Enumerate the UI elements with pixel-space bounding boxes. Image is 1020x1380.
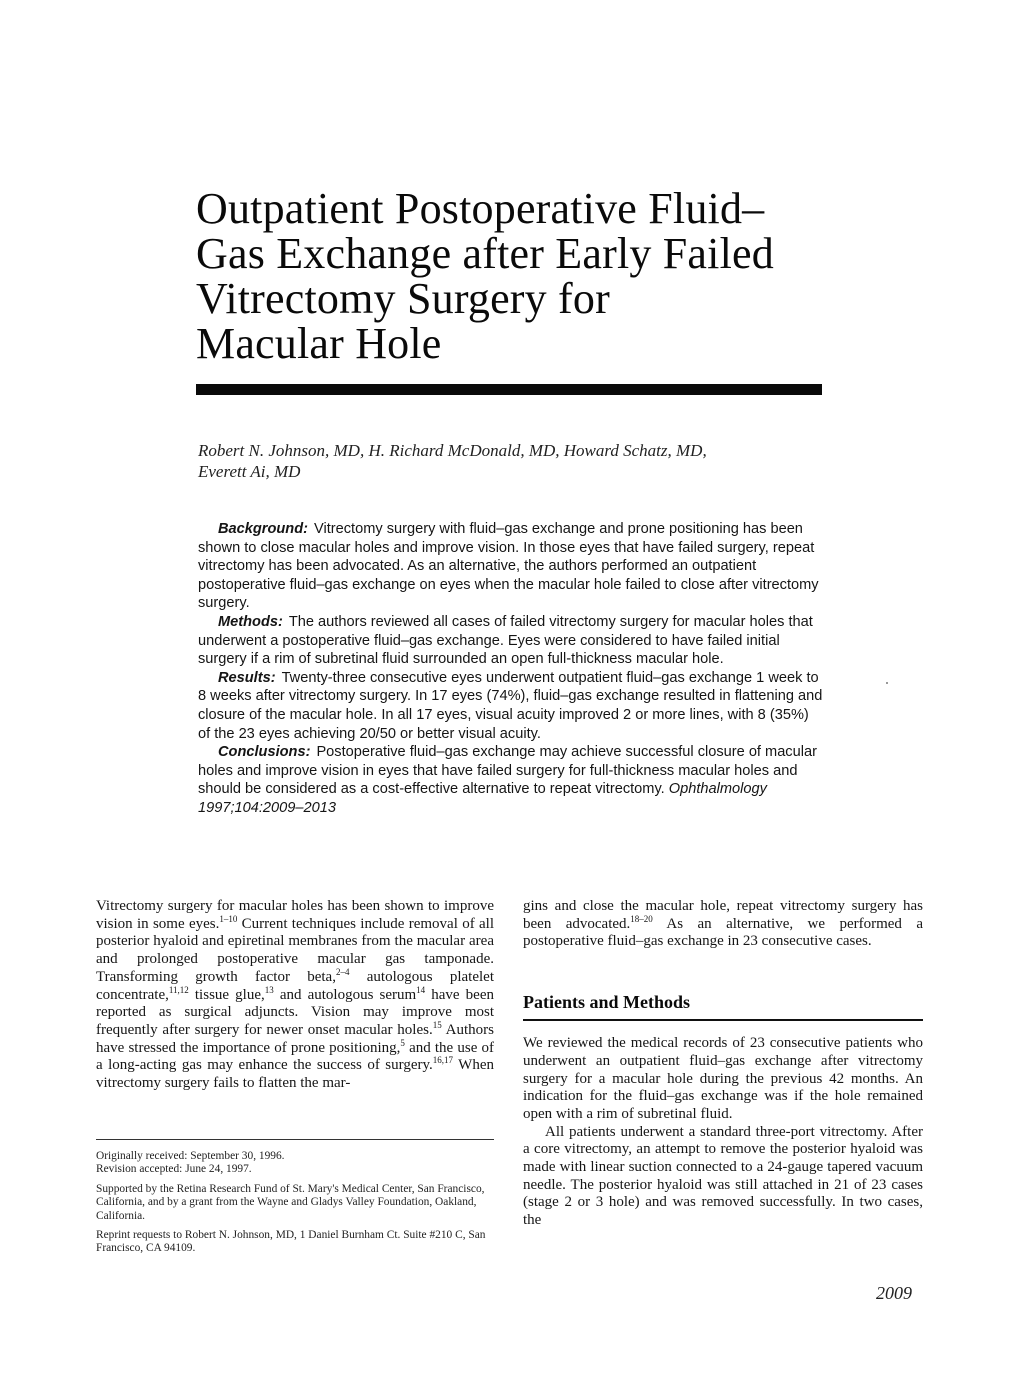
- reference-mark: 14: [416, 984, 426, 995]
- title-line: Gas Exchange after Early Failed: [196, 229, 774, 278]
- intro-continuation: gins and close the macular hole, repeat vitrectomy surgery has been advocated.$^{18-20}$ As an alternative, we performed a postoperative fluid–gas exchange in 23 consecutive cases.: [523, 898, 923, 950]
- abstract-conclusions: [198, 743, 823, 817]
- abstract-text: Twenty-three consecutive eyes underwent outpatient fluid–gas exchange 1 week to 8 weeks after vitrectomy surgery. In 17 eyes (74%), fluid–gas exchange resulted in flattening and closure of the macular hole. In all 17 eyes, visual acuity improved 2 or more lines, with 8 (35%) of the 23 eyes achieving 20/50 or better visual acuity.: [198, 669, 823, 742]
- methods-paragraph: We reviewed the medical records of 23 consecutive patients who underwent an outpatient fluid–gas exchange after vitrectomy surgery for a macular hole during the previous 42 months. An indication for the fluid–gas exchange was if the hole remained open with a rim of subretinal fluid.: [523, 1035, 923, 1122]
- reference-mark: 2–4: [335, 966, 350, 977]
- body-left-column: [96, 898, 494, 1093]
- footnote-support: Supported by the Retina Research Fund of St. Mary's Medical Center, San Francisco, California, and by a grant from the Wayne and Gladys Valley Foundation, Oakland, California.: [96, 1182, 485, 1222]
- section-rule: [523, 1019, 923, 1021]
- reference-mark: 11,12: [168, 984, 189, 995]
- title-line: Outpatient Postoperative Fluid–: [196, 184, 765, 233]
- abstract-label: Background:: [218, 521, 308, 537]
- abstract-label: Results:: [218, 669, 276, 686]
- abstract-text: Vitrectomy surgery with fluid–gas exchange and prone positioning has been shown to close macular holes and improve vision. In those eyes that have failed surgery, repeat vitrectomy has been advocated. As an alternative, the authors performed an outpatient postoperative fluid–gas exchange on eyes when the macular hole failed to close after vitrectomy surgery.: [198, 521, 819, 612]
- reference-mark: 15: [432, 1019, 442, 1030]
- article-title: [196, 186, 836, 366]
- abstract: [198, 520, 823, 818]
- title-line: Vitrectomy Surgery for: [196, 274, 610, 323]
- footnote-reprints: Reprint requests to Robert N. Johnson, MD, 1 Daniel Burnham Ct. Suite #210 C, San Francisco, CA 94109.: [96, 1229, 486, 1255]
- journal-citation: Ophthalmology 1997;104:2009–2013: [198, 781, 767, 816]
- abstract-background: [198, 520, 823, 613]
- reference-mark: 1–10: [219, 913, 238, 924]
- intro-paragraph: Vitrectomy surgery for macular holes has been shown to improve vision in some eyes.$^{1-10}$ Current techniques include removal of all posterior hyaloid and epiretinal membranes from the macular area and prolonged postoperative macular gas tamponade. Transforming growth factor beta,$^{2-4}$ autologous platelet concentrate,$^{11,12}$ tissue glue,$^{13}$ and autologous serum$^{14}$ have been reported as surgical adjuncts. Vision may improve most frequently after surgery for newer onset macular holes.$^{15}$ Authors have stressed the importance of prone positioning,$^5$ and the use of a long-acting gas may enhance the success of surgery.$^{16,17}$ When vitrectomy surgery fails to flatten the mar-: [96, 898, 495, 1092]
- reference-mark: 16,17: [432, 1055, 454, 1066]
- footnotes: [96, 1150, 496, 1262]
- footnote-received: Originally received: September 30, 1996.: [96, 1150, 285, 1162]
- section-heading: Patients and Methods: [523, 992, 691, 1013]
- methods-paragraph: All patients underwent a standard three-port vitrectomy. After a core vitrectomy, an attempt to remove the posterior hyaloid was made with linear suction connected to a 24-gauge tapered vacuum needle. The posterior hyaloid was still attached in 21 of 23 cases (stage 2 or 3 hole) and was removed successfully. In two cases, the: [523, 1123, 923, 1229]
- abstract-label: Methods:: [218, 613, 283, 630]
- abstract-methods: [198, 613, 823, 669]
- abstract-text: Postoperative fluid–gas exchange may achieve successful closure of macular holes and improve vision in eyes that have failed surgery for full-thickness macular holes and should be considered as a cost-effective alternative to repeat vitrectomy.: [198, 744, 817, 798]
- title-line: Macular Hole: [196, 319, 442, 368]
- footnote-accepted: Revision accepted: June 24, 1997.: [96, 1163, 252, 1176]
- reference-mark: 13: [264, 984, 274, 995]
- page-number: 2009: [876, 1283, 912, 1303]
- abstract-label: Conclusions:: [218, 744, 311, 761]
- reference-mark: 5: [400, 1037, 405, 1048]
- abstract-text: The authors reviewed all cases of failed vitrectomy surgery for macular holes that underwent a postoperative fluid–gas exchange. Eyes were considered to have failed initial surgery if a rim of subretinal fluid surrounded an open full-thickness macular hole.: [198, 613, 813, 668]
- scan-speck: [886, 682, 888, 684]
- footnote-rule: [96, 1139, 494, 1140]
- title-rule: [196, 384, 822, 395]
- abstract-results: [198, 669, 823, 743]
- author-list: [198, 440, 818, 482]
- reference-mark: 18–20: [630, 913, 653, 924]
- authors-line: Robert N. Johnson, MD, H. Richard McDonald, MD, Howard Schatz, MD,: [198, 441, 707, 460]
- body-right-column: [523, 898, 923, 1230]
- authors-line: Everett Ai, MD: [198, 462, 301, 481]
